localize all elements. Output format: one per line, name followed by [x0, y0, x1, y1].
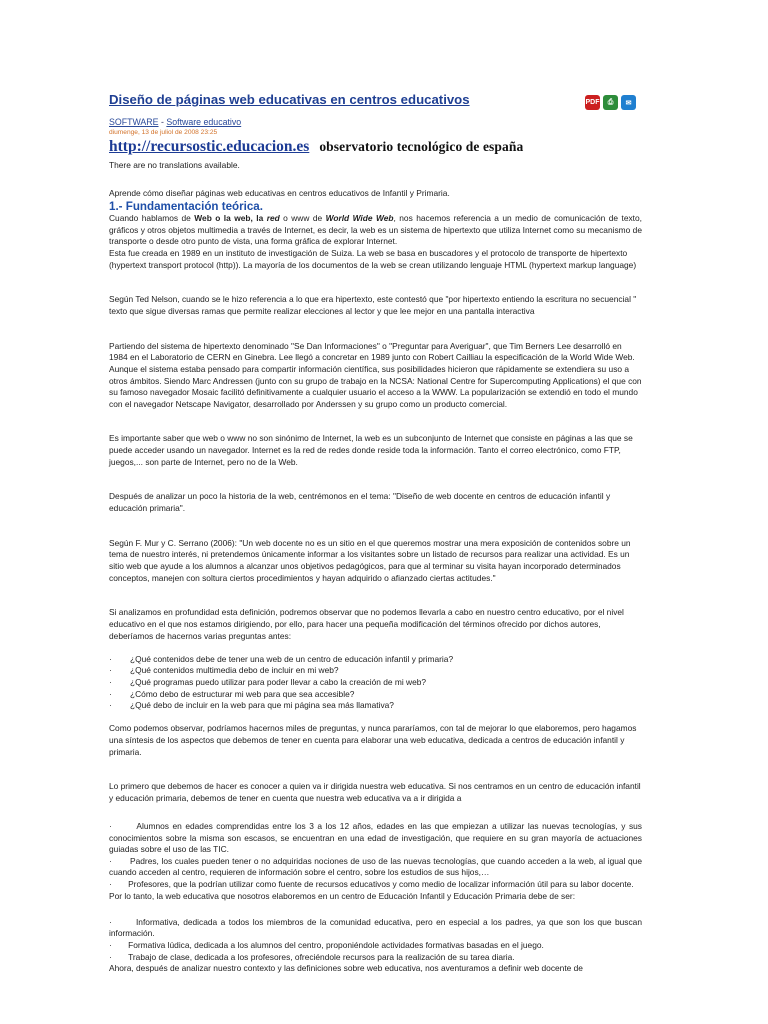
paragraph-quote: Según F. Mur y C. Serrano (2006): "Un web docente no es un sitio en el que queremos mostrar una mera exposición de contenidos sobre un tema de nuestro interés, ni pretendemos únicamente informar a los visitantes sobre un listado de recursos para realizar una actividad. Es un sitio web que ayude a los alumnos a alcanzar unos objetivos pedagógicos, para que al terminar su visita hayan incorporado determinados conceptos, manejen con soltura ciertos procedimientos y hayan adquirido o afianzado ciertas actitudes." [109, 537, 631, 583]
paragraph-synthesis: Como podemos observar, podríamos hacernos miles de preguntas, y nunca pararíamos, con tal de mejorar lo que elaboremos, pero hagamos una síntesis de los aspectos que debemos de tener en cuenta para elaborar una web educativa, dedicada a centros de educación infantil y primaria. [109, 723, 637, 757]
list-item: · Profesores, que la podrían utilizar como fuente de recursos educativos y como medio de localizar información útil para su labor docente. [109, 879, 634, 890]
crumb-separator: - [158, 117, 167, 127]
paragraph-topic: Después de analizar un poco la historia de la web, centrémonos en el tema: "Diseño de web docente en centros de educación infantil y educación primaria". [109, 491, 611, 514]
article-title[interactable]: Diseño de páginas web educativas en centros educativos [109, 92, 470, 107]
breadcrumb [109, 117, 642, 127]
list-item: · ¿Qué debo de incluir en la web para que mi página sea más llamativa? [109, 700, 394, 711]
pdf-icon[interactable]: PDF [585, 95, 600, 110]
list-item: · Formativa lúdica, dedicada a los alumnos del centro, proponiéndole actividades formativas basadas en el juego. [109, 940, 544, 950]
article [109, 92, 642, 975]
web-type-list [109, 917, 642, 963]
list-item: · ¿Qué contenidos debe de tener una web de un centro de educación infantil y primaria? [109, 653, 454, 664]
site-name: observatorio tecnológico de españa [319, 139, 524, 154]
audience-list [109, 821, 642, 891]
publish-date: diumenge, 13 de juliol de 2008 23:25 [109, 129, 218, 136]
list-item: · Alumnos en edades comprendidas entre los 3 a los 12 años, edades en las que empiezan a utilizar las nuevas tecnologías, y sus conocimientos sobre la misma son escasos, se encuentran en una edad de investigación, que requiere en su gran mayoría de actuaciones guiadas sobre el uso de las TIC. [109, 821, 642, 855]
section-heading: 1.- Fundamentación teórica. [109, 200, 263, 214]
site-header [109, 138, 642, 156]
intro-paragraph: Aprende cómo diseñar páginas web educativas en centros educativos de Infantil y Primaria. [109, 187, 450, 198]
site-url-link[interactable]: http://recursostic.educacion.es [109, 138, 310, 155]
list-item: · Informativa, dedicada a todos los miembros de la comunidad educativa, pero en especial a los padres, ya que son los que buscan información. [109, 916, 642, 939]
paragraph-web-definition: Cuando hablamos de Web o la web, la red o www de World Wide Web, nos hacemos referencia a un medio de comunicación de texto, gráficos y otros objetos multimedia a través de Internet, es decir, la web es un sistema de hipertexto que utiliza Internet como su mecanismo de transporte o desde otro punto de vista, una forma gráfica de explorar Internet. [109, 213, 642, 247]
email-icon[interactable]: ✉ [621, 95, 636, 110]
list-item: · ¿Qué programas puedo utilizar para poder llevar a cabo la creación de mi web? [109, 676, 427, 687]
list-item: · ¿Cómo debo de estructurar mi web para que sea accesible? [109, 688, 355, 699]
paragraph-web-types: Por lo tanto, la web educativa que nosotros elaboremos en un centro de Educación Infantil y Educación Primaria debe de ser: [109, 890, 576, 901]
translations-note: There are no translations available. [109, 160, 240, 170]
paragraph-web-vs-internet: Es importante saber que web o www no son sinónimo de Internet, la web es un subconjunto de Internet que consiste en páginas a las que se puede acceder usando un navegador. Internet es la red de redes donde reside toda la información. Tanto el correo electrónico, como FTP, juegos,... son parte de Internet, pero no de la Web. [109, 433, 633, 467]
paragraph-ted-nelson: Según Ted Nelson, cuando se le hizo referencia a lo que era hipertexto, este contestó que "por hipertexto entiendo la escritura no secuencial " texto que sigue diversas ramas que permite realizar elecciones al lector y que lee mejor en una pantalla interactiva [109, 294, 637, 316]
crumb-software[interactable]: SOFTWARE [109, 117, 159, 127]
crumb-software-educativo[interactable]: Software educativo [166, 117, 242, 127]
paragraph-analysis: Si analizamos en profundidad esta definición, podremos observar que no podemos llevarla a cabo en nuestro centro educativo, por el nivel educativo en el que nos estamos dirigiendo, por ello, para hacer una pequeña modificación del términos ofrecido por dichos autores, deberíamos de hacernos varias preguntas antes: [109, 607, 624, 641]
list-item: · Trabajo de clase, dedicada a los profesores, ofreciéndole recursos para la realización de su tarea diaria. [109, 951, 515, 962]
paragraph-history: Partiendo del sistema de hipertexto denominado "Se Dan Informaciones" o "Preguntar para Averiguar", que Tim Berners Lee desarrolló en 1984 en el Laboratorio de CERN en Ginebra. Lee llegó a concretar en 1989 junto con Robert Cailliau la especificación de la World Wide Web. Aunque el sistema estaba pensado para compartir información científica, sus posibilidades hicieron que rápidamente se extendiera su uso a otros ámbitos. Siendo Marc Andressen (junto con su grupo de trabajo en la NCSA: National Centre for Supercomputing Applications) el que con su famoso navegador Mosaic facilitó definitivamente a cualquier usuario el acceso a la WWW. La popularización se extendió en todo el mundo con el navegador Netscape Navigator, desarrollado por Anderssen y su grupo como un producto comercial. [109, 340, 642, 409]
list-item: · ¿Qué contenidos multimedia debo de incluir en mi web? [109, 665, 339, 676]
print-icon[interactable]: ⎙ [603, 95, 618, 110]
question-list [109, 654, 642, 712]
paragraph-audience-intro: Lo primero que debemos de hacer es conocer a quien va ir dirigida nuestra web educativa. Si nos centramos en un centro de educación infantil y educación primaria, debemos de tener en cuenta que nuestra web educativa va a ir dirigida a [109, 781, 641, 803]
list-item: · Padres, los cuales pueden tener o no adquiridas nociones de uso de las nuevas tecnologías, que cuando acceden a la web, al igual que cuando acceden al centro, requieren de información sobre el centro, sobre los estudios de sus hijos,… [109, 855, 642, 878]
paragraph-conclusion: Ahora, después de analizar nuestro contexto y las definiciones sobre web educativa, nos aventuramos a definir web docente de [109, 963, 583, 974]
paragraph-origin: Esta fue creada en 1989 en un instituto de investigación de Suiza. La web se basa en buscadores y el protocolo de transporte de hipertexto (hypertext transport protocol (http)). La mayoría de los documentos de la web se crean utilizando lenguaje HTML (hypertext markup language) [109, 247, 637, 270]
